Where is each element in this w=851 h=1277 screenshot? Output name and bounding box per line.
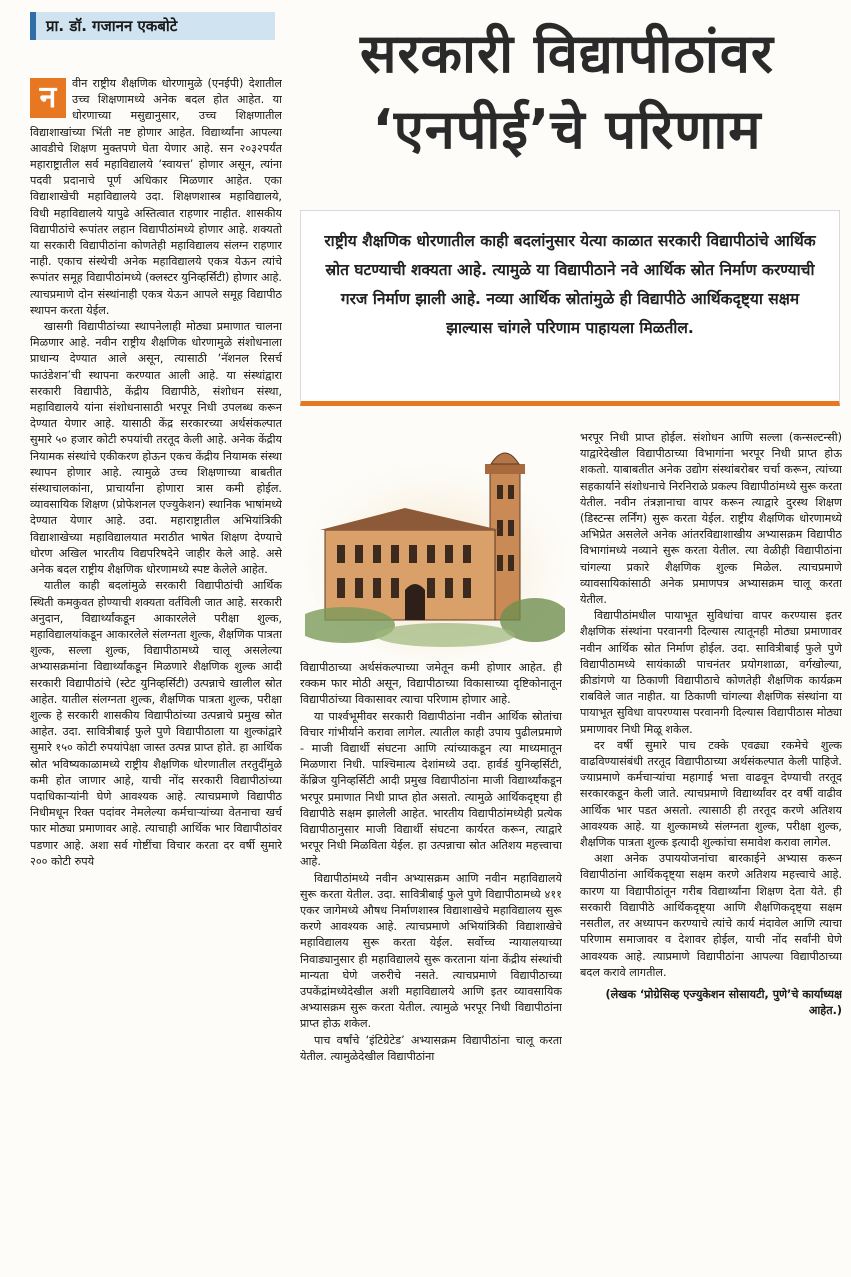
paragraph-text: वीन राष्ट्रीय शैक्षणिक धोरणामुळे (एनईपी) देशातील उच्च शिक्षणामध्ये अनेक बदल होत आहेत. या धोरणाच्या मसुद्यानुसार, उच्च शिक्षणातील विद्याशाखांच्या भिंती नष्ट होणार आहेत. विद्यार्थ्यांना आपल्या आवडीचे शिक्षण मुक्तपणे घेता येणार आहे. सन २०३२पर्यंत महाराष्ट्रातील सर्व महाविद्यालये ‘स्वायत्त’ होणार असून, त्यांना पदवी प्रदानाचे पूर्ण अधिकार मिळणार आहेत. एका विद्याशाखेची महाविद्यालये उदा. शिक्षणशास्त्र महाविद्यालये, विधी महाविद्यालये यापुढे अस्तित्वात राहणार नाहीत. शासकीय विद्यापीठांचे रूपांतर लहान विद्यापीठांमध्ये होणार आहे. शक्यतो या सरकारी विद्यापीठांना कोणतेही महाविद्यालय संलग्न राहणार नाही. एकाच संस्थेची अनेक महाविद्यालये एकत्र येऊन त्यांचे रूपांतर समूह विद्यापीठांमध्ये (क्लस्टर युनिव्हर्सिटी) होणार आहे. त्याचप्रमाणे दोन संस्थांनाही एकत्र येऊन आपले समूह विद्यापीठ स्थापन करता येईल. bbox=[30, 77, 282, 317]
paragraph: विद्यापीठाच्या अर्थसंकल्पाच्या जमेतून कमी होणार आहेत. ही रक्कम फार मोठी असून, विद्यापीठाच्या विकासाच्या दृष्टिकोनातून विद्यापीठांच्या विकासावर त्याचा परिणाम होणार आहे. bbox=[300, 661, 562, 707]
paragraph bbox=[30, 76, 282, 319]
pull-quote-text: राष्ट्रीय शैक्षणिक धोरणातील काही बदलांनुसार येत्या काळात सरकारी विद्यापीठांचे आर्थिक स्रोत घटण्याची शक्यता आहे. त्यामुळे या विद्यापीठाने नवे आर्थिक स्रोत निर्माण करण्याची गरज निर्माण झाली आहे. नव्या आर्थिक स्रोतांमुळे ही विद्यापीठे आर्थिकदृष्ट्या सक्षम झाल्यास चांगले परिणाम पाहायला मिळतील. bbox=[324, 232, 816, 337]
paragraph: या पार्श्वभूमीवर सरकारी विद्यापीठांना नवीन आर्थिक स्रोतांचा विचार गांभीर्याने करावा लागेल. त्यातील काही उपाय पुढीलप्रमाणे - माजी विद्यार्थी संघटना आणि त्यांच्याकडून त्या माध्यमातून मिळणारा निधी. पाश्चिमात्य देशांमध्ये उदा. हार्वर्ड युनिव्हर्सिटी, केंब्रिज युनिव्हर्सिटी आदी प्रमुख विद्यापीठांना माजी विद्यार्थ्यांकडून भरपूर प्रमाणात निधी प्राप्त होत असतो. त्यामुळे आर्थिकदृष्ट्या ही विद्यापीठे सक्षम झालेली आहेत. भारतीय विद्यापीठांमध्येही प्रत्येक विद्यापीठानुसार माजी विद्यार्थी संघटना कार्यरत करून, त्याद्वारे भरपूर निधी मिळविता येईल. हा उत्पन्नाचा स्रोत अतिशय महत्त्वाचा आहे. bbox=[300, 709, 562, 869]
author-byline: प्रा. डॉ. गजानन एकबोटे bbox=[30, 12, 275, 40]
article-column-2 bbox=[300, 660, 562, 1260]
headline-line-1: सरकारी विद्यापीठांवर bbox=[359, 22, 775, 85]
paragraph: विद्यापीठांमध्ये नवीन अभ्यासक्रम आणि नवीन महाविद्यालये सुरू करता येतील. उदा. सावित्रीबाई फुले पुणे विद्यापीठामध्ये ४११ एकर जागेमध्ये औषध निर्माणशास्त्र विद्याशाखेचे महाविद्यालय सुरू करणे आवश्यक आहे. त्याचप्रमाणे अभियांत्रिकी विद्याशाखेचे महाविद्यालय सुरू करता येईल. सर्वोच्च न्यायालयाच्या निवाड्यानुसार ही महाविद्यालये सुरू करताना यांना केंद्रीय संस्थांची मान्यता घेणे जरुरीचे नसते. त्याचप्रमाणे विद्यापीठाच्या उपकेंद्रांमध्येदेखील अशी महाविद्यालये आणि इतर व्यावसायिक अभ्यासक्रम सुरू करता येतील. त्यामुळे भरपूर निधी विद्यापीठांना प्राप्त होऊ शकेल. bbox=[300, 871, 562, 1031]
paragraph: खासगी विद्यापीठांच्या स्थापनेलाही मोठ्या प्रमाणात चालना मिळणार आहे. नवीन राष्ट्रीय शैक्षणिक धोरणामुळे संशोधनाला प्राधान्य देण्यात आले असून, त्यासाठी ‘नॅशनल रिसर्च फाउंडेशन’ची स्थापना करण्यात आली आहे. या संस्थांद्वारा सरकारी विद्यापीठे, केंद्रीय विद्यापीठे, संशोधन संस्था, महाविद्यालये यांना संशोधनासाठी भरपूर निधी उपलब्ध करून देण्यात येणार आहे. यासाठी केंद्र सरकारच्या अर्थसंकल्पात सुमारे ५० हजार कोटी रुपयांची तरतूद केली आहे. अनेक केंद्रीय नियामक संस्थांचे एकीकरण होऊन एकच केंद्रीय नियामक संस्था स्थापन होणार आहे. त्यामुळे उच्च शिक्षणाच्या बाबतीत संस्थाचालकांना, प्राचार्यांना होणारा त्रास कमी होईल. व्यावसायिक शिक्षण (प्रोफेशनल एज्युकेशन) स्थानिक भाषांमध्ये देण्यात येणार आहे. उदा. महाराष्ट्रातील अभियांत्रिकी विद्याशाखेच्या महाविद्यालयात मराठीत भाषेत शिक्षण देण्याचे धोरण अखिल भारतीय विद्यपरिषदेने जाहीर केले आहे. असे अनेक बदल राष्ट्रीय शैक्षणिक धोरणामध्ये स्पष्ट केलेले आहेत. bbox=[30, 320, 282, 577]
paragraph: भरपूर निधी प्राप्त होईल. संशोधन आणि सल्ला (कन्सल्टन्सी) याद्वारेदेखील विद्यापीठाच्या विभागांना भरपूर निधी प्राप्त होऊ शकतो. याबाबतीत अनेक उद्योग संस्थांबरोबर चर्चा करून, त्यांच्या सहकार्याने संशोधनाचे निरनिराळे प्रकल्प विद्यापीठांमध्ये सुरू करता येतील. नवीन तंत्रज्ञानाचा वापर करून त्याद्वारे दुरस्थ शिक्षण (डिस्टन्स लर्निंग) सुरू करता येईल. राष्ट्रीय शैक्षणिक धोरणामध्ये अभिप्रेत असलेले अनेक आंतरविद्याशाखीय अभ्यासक्रम विद्यापीठ विभागांमध्ये नव्याने सुरू करता येतील. त्या वेळीही विद्यापीठांना चांगल्या प्रकारे शैक्षणिक शुल्क मिळेल. त्याचप्रमाणे व्यावसायिकांसाठी अनेक प्रमाणपत्र अभ्यासक्रम चालू करता येतील. bbox=[580, 431, 842, 607]
paragraph: विद्यापीठांमधील पायाभूत सुविधांचा वापर करण्यास इतर शैक्षणिक संस्थांना परवानगी दिल्यास त्यातूनही मोठ्या प्रमाणावर नवीन आर्थिक स्रोत निर्माण होईल. उदा. सावित्रीबाई फुले पुणे विद्यापीठामध्ये सायंकाळी पाचनंतर प्रयोगशाळा, वर्गखोल्या, क्रीडांगणे या ठिकाणी विद्यापीठाचे कोणतेही शैक्षणिक कार्यक्रम राबविले जात नाहीत. या ठिकाणी चांगल्या शैक्षणिक संस्थांना या पायाभूत सुविधा वापरण्यास परवानगी दिल्यास विद्यापीठास मोठ्या प्रमाणावर निधी मिळू शकेल. bbox=[580, 609, 842, 736]
paragraph: अशा अनेक उपाययोजनांचा बारकाईने अभ्यास करून विद्यापीठांना आर्थिकदृष्ट्या सक्षम करणे अतिशय महत्त्वाचे आहे. कारण या विद्यापीठांतून गरीब विद्यार्थ्यांना शिक्षण देता येते. ही सरकारी विद्यापीठे आर्थिकदृष्ट्या आणि शैक्षणिकदृष्ट्या सक्षम नसतील, तर अध्यापन करण्याचे त्यांचे कार्य मंदावेल आणि त्याचा परिणाम समाजावर व देशावर होईल, याची नोंद सर्वांनी घेणे आवश्यक आहे. त्याप्रमाणे विद्यापीठांना आपल्या विद्यापीठाच्या बदल करावे लागतील. bbox=[580, 852, 842, 979]
headline-line-2: ‘एनपीई’चे परिणाम bbox=[372, 98, 762, 161]
paragraph: दर वर्षी सुमारे पाच टक्के एवढ्या रकमेचे शुल्क वाढविण्यासंबंधी तरतूद विद्यापीठाच्या अर्थसंकल्पात केली पाहिजे. ज्याप्रमाणे कर्मचाऱ्यांचा महागाई भत्ता वाढवून देण्याची तरतूद सरकारकडून केली जाते. त्याचप्रमाणे विद्यार्थ्यांवर दर वर्षी वाढीव आर्थिक भार पडत असतो. त्यासाठी ही तरतूद करणे अतिशय आवश्यक आहे. या शुल्कामध्ये संलग्नता शुल्क, परीक्षा शुल्क, शैक्षणिक पात्रता शुल्क इत्यादी शुल्कांचा समावेश करावा लागेल. bbox=[580, 738, 842, 850]
author-note: (लेखक ‘प्रोग्रेसिव्ह एज्युकेशन सोसायटी, पुणे’चे कार्याध्यक्ष आहेत.) bbox=[605, 987, 842, 1018]
article-column-1 bbox=[30, 76, 282, 1256]
paragraph: यातील काही बदलांमुळे सरकारी विद्यापीठांची आर्थिक स्थिती कमकुवत होण्याची शक्यता वर्तविली जात आहे. सरकारी अनुदान, विद्यार्थ्यांकडून आकारलेले परीक्षा शुल्क, महाविद्यालयांकडून आकारलेले संलग्नता शुल्क, शैक्षणिक पात्रता शुल्क, सल्ला शुल्क, विद्यापीठामध्ये चालू असलेल्या अभ्यासक्रमांना विद्यार्थ्यांकडून मिळणारे शैक्षणिक शुल्क आदी सरकारी विद्यापीठांचे (स्टेट युनिव्हर्सिटी) उत्पन्नाचे खालील स्रोत आहेत. यातील संलग्नता शुल्क, शैक्षणिक पात्रता शुल्क, परीक्षा शुल्क हे सरकारी शासकीय विद्यापीठांच्या उत्पन्नाचे प्रमुख स्रोत आहेत. उदा. सावित्रीबाई फुले पुणे विद्यापीठाला या शुल्कांद्वारे सुमारे १५० कोटी रुपयांपेक्षा जास्त उत्पन्न प्राप्त होते. हा आर्थिक स्रोत भविष्यकाळामध्ये राष्ट्रीय शैक्षणिक धोरणातील तरतुदींमुळे कमी होत जाणार आहे, याची नोंद सरकारी विद्यापीठांच्या पदाधिकाऱ्यांनी घेणे आवश्यक आहे. त्याचप्रमाणे विद्यापीठ निधीमधून रिक्त पदांवर नेमलेल्या कर्मचाऱ्यांच्या वेतनाचा खर्च फार मोठ्या प्रमाणावर आहे. त्याचाही आर्थिक भार विद्यापीठांवर पडणार आहे. अशा सर्व गोष्टींचा विचार करता दर वर्षी सुमारे २०० कोटी रुपये bbox=[30, 579, 282, 868]
article-column-3 bbox=[580, 430, 842, 1260]
university-building-illustration bbox=[305, 430, 565, 660]
pull-quote-box bbox=[300, 210, 840, 406]
drop-cap: न bbox=[30, 78, 66, 118]
paragraph: पाच वर्षांचे ‘इंटिग्रेटेड’ अभ्यासक्रम विद्यापीठांना चालू करता येतील. त्यामुळेदेखील विद्यापीठांना bbox=[300, 1033, 562, 1063]
headline bbox=[292, 16, 842, 168]
